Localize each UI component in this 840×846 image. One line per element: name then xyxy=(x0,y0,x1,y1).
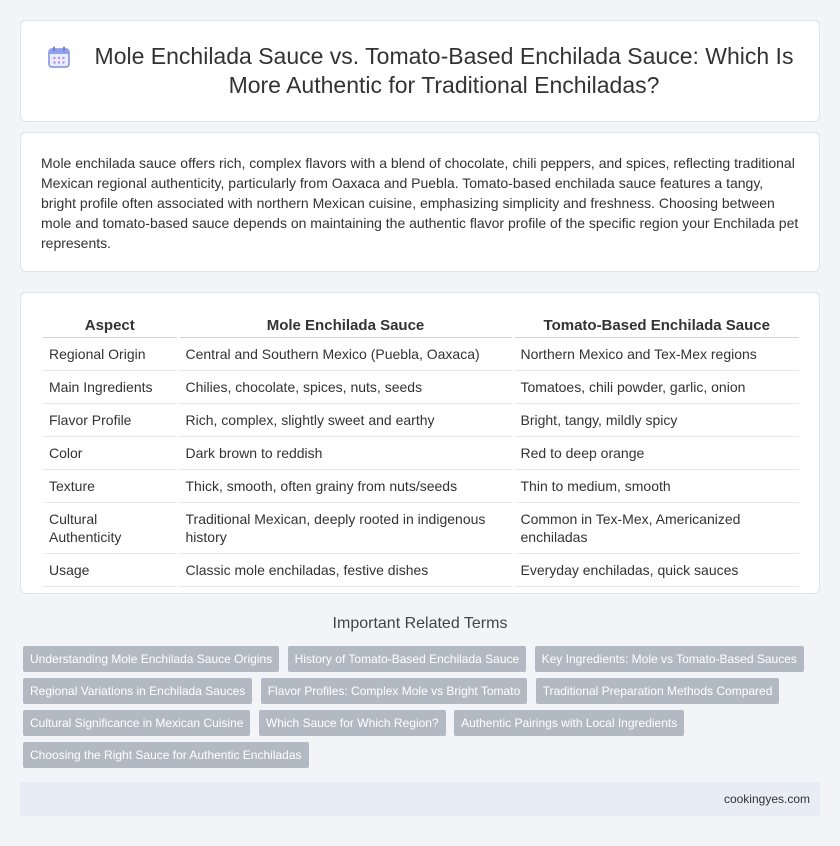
related-term-tag[interactable]: Understanding Mole Enchilada Sauce Origins xyxy=(23,646,279,672)
cell-mole: Central and Southern Mexico (Puebla, Oaxaca) xyxy=(178,338,513,371)
related-term-tag[interactable]: History of Tomato-Based Enchilada Sauce xyxy=(288,646,527,672)
table-row xyxy=(43,554,799,587)
related-term-tag[interactable]: Which Sauce for Which Region? xyxy=(259,710,446,736)
related-term-tag[interactable]: Flavor Profiles: Complex Mole vs Bright Tomato xyxy=(261,678,528,704)
table-row xyxy=(43,338,799,371)
cell-tomato: Tomatoes, chili powder, garlic, onion xyxy=(513,371,799,404)
comparison-table-card xyxy=(20,292,820,594)
cell-aspect: Cultural Authenticity xyxy=(43,503,178,554)
summary-text: Mole enchilada sauce offers rich, complex flavors with a blend of chocolate, chili peppers, and spices, reflecting traditional Mexican regional authenticity, particularly from Oaxaca and Puebla. Tomato-based enchilada sauce features a tangy, bright profile often associated with northern Mexican cuisine, emphasizing simplicity and freshness. Choosing between mole and tomato-based sauce depends on maintaining the authentic flavor profile of the specific region your Enchilada pet represents. xyxy=(41,155,799,251)
cell-mole: Classic mole enchiladas, festive dishes xyxy=(178,554,513,587)
table-row xyxy=(43,437,799,470)
related-term-tag[interactable]: Cultural Significance in Mexican Cuisine xyxy=(23,710,250,736)
cell-tomato: Common in Tex-Mex, Americanized enchiladas xyxy=(513,503,799,554)
header-mole: Mole Enchilada Sauce xyxy=(178,315,513,338)
table-row xyxy=(43,404,799,437)
cell-aspect: Regional Origin xyxy=(43,338,178,371)
footer-site-link[interactable]: cookingyes.com xyxy=(723,792,810,806)
title-wrap xyxy=(46,42,794,100)
related-terms-title: Important Related Terms xyxy=(332,615,508,632)
cell-aspect: Flavor Profile xyxy=(43,404,178,437)
related-terms-list xyxy=(23,646,823,774)
cell-mole: Chilies, chocolate, spices, nuts, seeds xyxy=(178,371,513,404)
related-term-tag[interactable]: Regional Variations in Enchilada Sauces xyxy=(23,678,252,704)
cell-tomato: Everyday enchiladas, quick sauces xyxy=(513,554,799,587)
footer xyxy=(20,782,820,816)
cell-aspect: Main Ingredients xyxy=(43,371,178,404)
cell-aspect: Texture xyxy=(43,470,178,503)
page-title: Mole Enchilada Sauce vs. Tomato-Based Enchilada Sauce: Which Is More Authentic for Traditional Enchiladas? xyxy=(94,43,794,98)
comparison-table xyxy=(43,315,799,587)
cell-tomato: Thin to medium, smooth xyxy=(513,470,799,503)
cell-mole: Dark brown to reddish xyxy=(178,437,513,470)
cell-mole: Thick, smooth, often grainy from nuts/seeds xyxy=(178,470,513,503)
header-aspect: Aspect xyxy=(43,315,178,338)
cell-mole: Rich, complex, slightly sweet and earthy xyxy=(178,404,513,437)
related-term-tag[interactable]: Traditional Preparation Methods Compared xyxy=(536,678,780,704)
header-tomato: Tomato-Based Enchilada Sauce xyxy=(513,315,799,338)
header-card xyxy=(20,20,820,122)
cell-mole: Traditional Mexican, deeply rooted in indigenous history xyxy=(178,503,513,554)
related-term-tag[interactable]: Choosing the Right Sauce for Authentic Enchiladas xyxy=(23,742,309,768)
related-term-tag[interactable]: Authentic Pairings with Local Ingredients xyxy=(454,710,684,736)
related-term-tag[interactable]: Key Ingredients: Mole vs Tomato-Based Sauces xyxy=(535,646,804,672)
calendar-icon xyxy=(46,44,72,70)
cell-tomato: Northern Mexico and Tex-Mex regions xyxy=(513,338,799,371)
table-header-row xyxy=(43,315,799,338)
summary-card xyxy=(20,132,820,272)
cell-aspect: Usage xyxy=(43,554,178,587)
table-row xyxy=(43,371,799,404)
table-row xyxy=(43,470,799,503)
cell-tomato: Bright, tangy, mildly spicy xyxy=(513,404,799,437)
cell-tomato: Red to deep orange xyxy=(513,437,799,470)
table-row xyxy=(43,503,799,554)
cell-aspect: Color xyxy=(43,437,178,470)
